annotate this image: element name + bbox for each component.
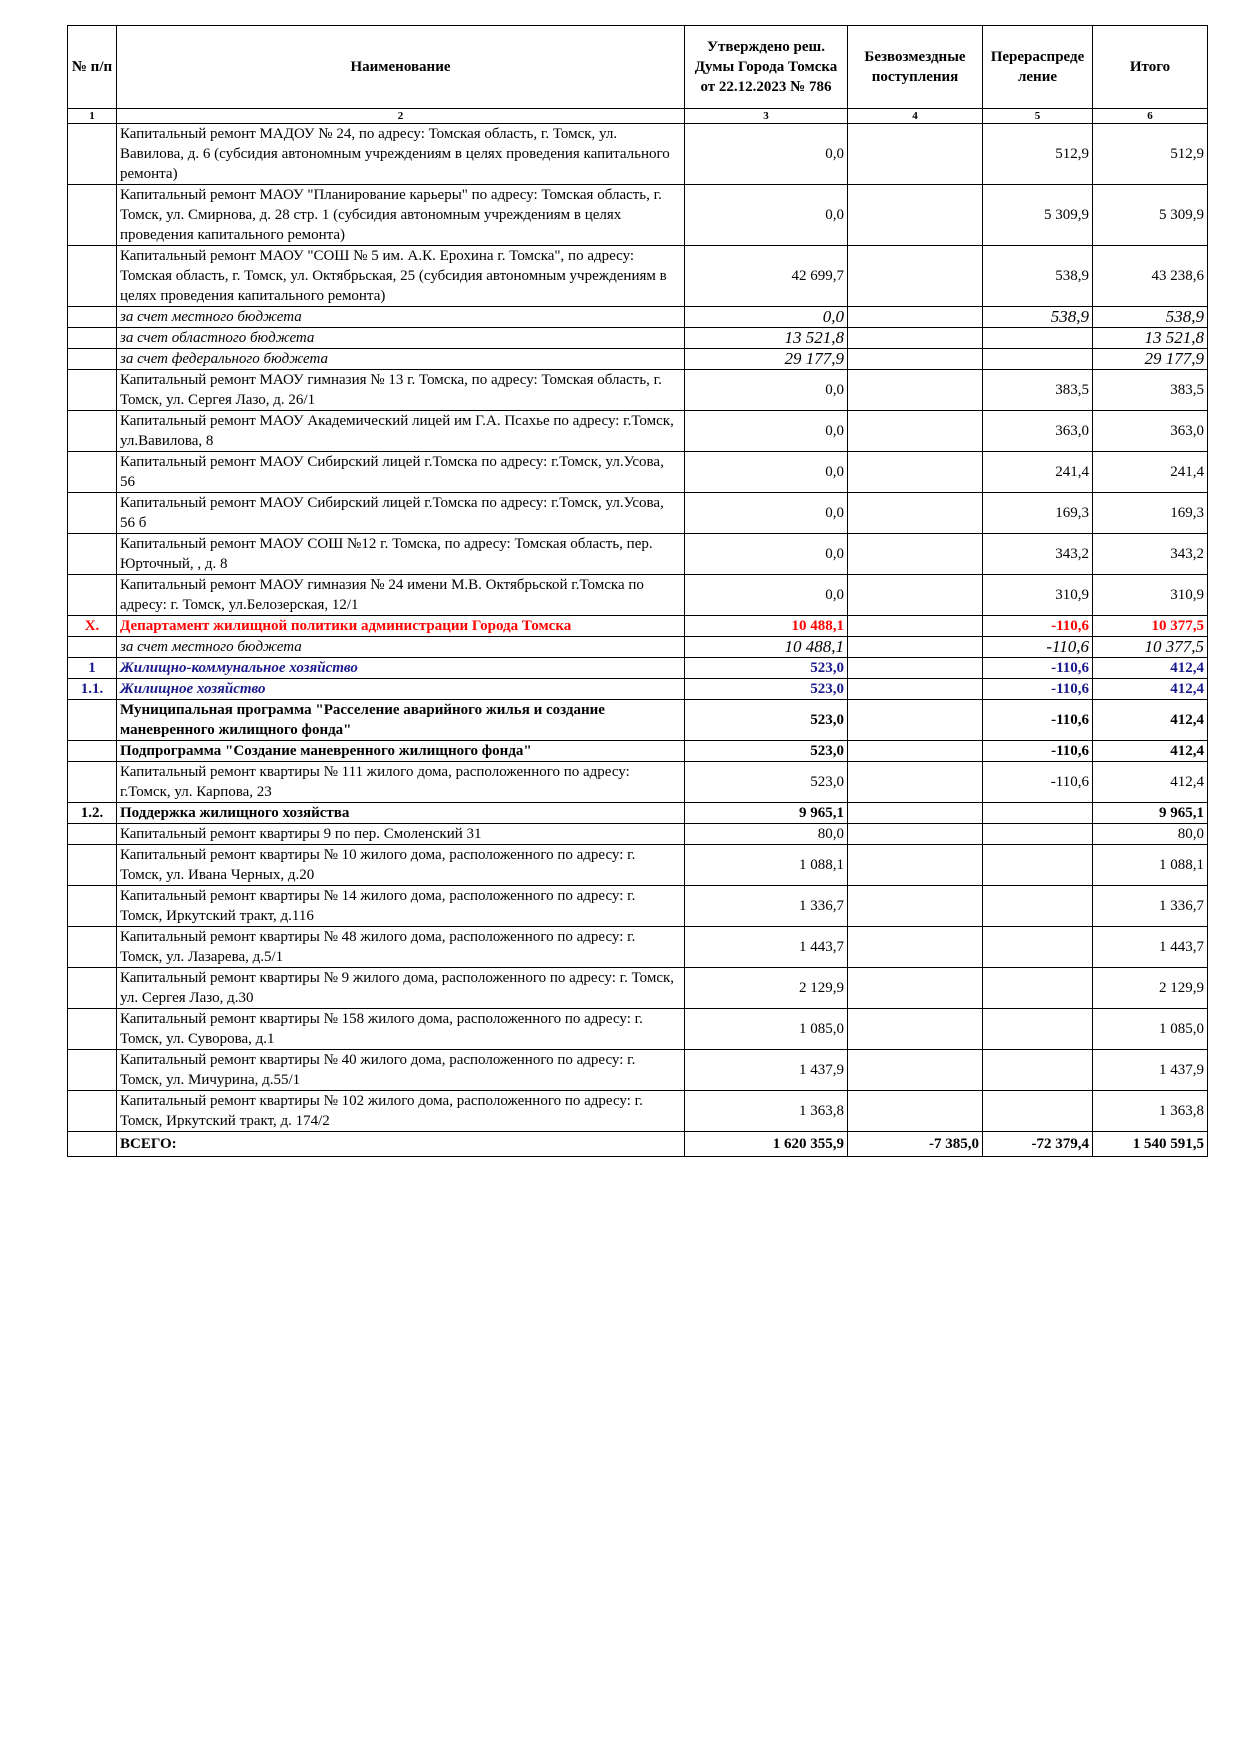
row-name: Капитальный ремонт квартиры № 10 жилого дома, расположенного по адресу: г. Томск, ул. Ивана Черных, д.20 [117,845,685,886]
value-grants [848,679,983,700]
value-total: 412,4 [1093,658,1208,679]
row-number [68,452,117,493]
table-row [68,349,1208,370]
row-number [68,328,117,349]
value-approved: 10 488,1 [685,616,848,637]
row-name: Капитальный ремонт квартиры № 158 жилого дома, расположенного по адресу: г. Томск, ул. Суворова, д.1 [117,1009,685,1050]
value-redistribution [983,927,1093,968]
value-redistribution: -72 379,4 [983,1132,1093,1157]
value-total: 43 238,6 [1093,246,1208,307]
table-row [68,452,1208,493]
value-total: 412,4 [1093,741,1208,762]
value-redistribution: 383,5 [983,370,1093,411]
value-redistribution: 538,9 [983,246,1093,307]
row-name: Капитальный ремонт МАОУ Академический лицей им Г.А. Псахье по адресу: г.Томск, ул.Вавилова, 8 [117,411,685,452]
value-redistribution [983,349,1093,370]
value-redistribution: 169,3 [983,493,1093,534]
table-row [68,328,1208,349]
value-grants [848,328,983,349]
row-name: Капитальный ремонт МАОУ гимназия № 24 имени М.В. Октябрьской г.Томска по адресу: г. Томск, ул.Белозерская, 12/1 [117,575,685,616]
header-approved: Утверждено реш. Думы Города Томска от 22.12.2023 № 786 [685,26,848,109]
value-total: 241,4 [1093,452,1208,493]
value-redistribution: -110,6 [983,658,1093,679]
value-approved: 80,0 [685,824,848,845]
value-approved: 1 437,9 [685,1050,848,1091]
value-redistribution: -110,6 [983,700,1093,741]
value-total: 1 088,1 [1093,845,1208,886]
row-number [68,637,117,658]
row-number: 1.2. [68,803,117,824]
row-name: Жилищное хозяйство [117,679,685,700]
value-approved: 523,0 [685,679,848,700]
row-name: Департамент жилищной политики администрации Города Томска [117,616,685,637]
column-index: 6 [1093,109,1208,124]
row-name: Капитальный ремонт квартиры № 9 жилого дома, расположенного по адресу: г. Томск, ул. Сергея Лазо, д.30 [117,968,685,1009]
value-total: 1 363,8 [1093,1091,1208,1132]
value-grants [848,637,983,658]
value-grants [848,803,983,824]
table-row [68,534,1208,575]
value-redistribution: 538,9 [983,307,1093,328]
row-name: Поддержка жилищного хозяйства [117,803,685,824]
row-name: за счет местного бюджета [117,637,685,658]
table-row [68,185,1208,246]
value-redistribution: -110,6 [983,616,1093,637]
value-approved: 1 620 355,9 [685,1132,848,1157]
value-grants [848,658,983,679]
row-name: Капитальный ремонт МАОУ СОШ №12 г. Томска, по адресу: Томская область, пер. Юрточный, , д. 8 [117,534,685,575]
row-name: за счет местного бюджета [117,307,685,328]
row-name: Капитальный ремонт МАОУ Сибирский лицей г.Томска по адресу: г.Томск, ул.Усова, 56 б [117,493,685,534]
value-total: 1 443,7 [1093,927,1208,968]
value-total: 80,0 [1093,824,1208,845]
table-row [68,927,1208,968]
row-number [68,886,117,927]
value-redistribution [983,1050,1093,1091]
column-index: 3 [685,109,848,124]
value-grants [848,824,983,845]
value-total: 363,0 [1093,411,1208,452]
table-row [68,1009,1208,1050]
row-name: Капитальный ремонт квартиры № 14 жилого дома, расположенного по адресу: г. Томск, Иркутский тракт, д.116 [117,886,685,927]
table-row [68,741,1208,762]
value-redistribution [983,1091,1093,1132]
row-name: Капитальный ремонт квартиры № 111 жилого дома, расположенного по адресу: г.Томск, ул. Карпова, 23 [117,762,685,803]
value-grants: -7 385,0 [848,1132,983,1157]
value-grants [848,246,983,307]
row-number [68,534,117,575]
value-grants [848,741,983,762]
value-grants [848,534,983,575]
value-total: 1 540 591,5 [1093,1132,1208,1157]
row-number [68,124,117,185]
value-total: 412,4 [1093,700,1208,741]
table-row [68,700,1208,741]
value-approved: 523,0 [685,741,848,762]
value-grants [848,349,983,370]
value-grants [848,1050,983,1091]
header-grants: Безвозмездные поступления [848,26,983,109]
value-total: 310,9 [1093,575,1208,616]
value-redistribution [983,968,1093,1009]
header-total: Итого [1093,26,1208,109]
value-approved: 42 699,7 [685,246,848,307]
value-approved: 10 488,1 [685,637,848,658]
value-grants [848,845,983,886]
value-total: 538,9 [1093,307,1208,328]
value-redistribution: 310,9 [983,575,1093,616]
value-approved: 523,0 [685,658,848,679]
row-name: Капитальный ремонт МАОУ "СОШ № 5 им. А.К. Ерохина г. Томска", по адресу: Томская область, г. Томск, ул. Октябрьская, 25 (субсидия автономным учреждениям в целях проведения капитального ремонта) [117,246,685,307]
row-number [68,1050,117,1091]
row-number [68,307,117,328]
value-redistribution: 241,4 [983,452,1093,493]
value-approved: 0,0 [685,185,848,246]
row-number [68,349,117,370]
value-approved: 29 177,9 [685,349,848,370]
value-redistribution: 5 309,9 [983,185,1093,246]
value-redistribution [983,803,1093,824]
row-name: Капитальный ремонт МАОУ гимназия № 13 г. Томска, по адресу: Томская область, г. Томск, ул. Сергея Лазо, д. 26/1 [117,370,685,411]
value-approved: 0,0 [685,370,848,411]
row-number [68,845,117,886]
row-name: Подпрограмма "Создание маневренного жилищного фонда" [117,741,685,762]
value-grants [848,927,983,968]
row-number [68,411,117,452]
row-name: за счет областного бюджета [117,328,685,349]
row-number [68,370,117,411]
row-number: X. [68,616,117,637]
value-total: 9 965,1 [1093,803,1208,824]
header-redistribution: Перераспреде ление [983,26,1093,109]
row-number [68,493,117,534]
value-grants [848,370,983,411]
row-name: Капитальный ремонт квартиры № 102 жилого дома, расположенного по адресу: г. Томск, Иркутский тракт, д. 174/2 [117,1091,685,1132]
value-grants [848,124,983,185]
table-row [68,968,1208,1009]
value-total: 169,3 [1093,493,1208,534]
value-total: 512,9 [1093,124,1208,185]
value-grants [848,493,983,534]
value-grants [848,616,983,637]
value-redistribution [983,1009,1093,1050]
row-number [68,246,117,307]
value-approved: 1 085,0 [685,1009,848,1050]
value-grants [848,968,983,1009]
value-total: 5 309,9 [1093,185,1208,246]
value-approved: 523,0 [685,762,848,803]
budget-table [67,25,1208,1157]
column-index: 2 [117,109,685,124]
table-row [68,411,1208,452]
value-redistribution: 512,9 [983,124,1093,185]
value-approved: 0,0 [685,493,848,534]
row-number [68,1091,117,1132]
table-row [68,575,1208,616]
value-redistribution: -110,6 [983,637,1093,658]
value-total: 10 377,5 [1093,616,1208,637]
value-total: 383,5 [1093,370,1208,411]
value-grants [848,307,983,328]
value-total: 29 177,9 [1093,349,1208,370]
value-redistribution: -110,6 [983,762,1093,803]
value-approved: 13 521,8 [685,328,848,349]
row-name: Капитальный ремонт МАОУ Сибирский лицей г.Томска по адресу: г.Томск, ул.Усова, 56 [117,452,685,493]
row-number [68,1009,117,1050]
row-name: Жилищно-коммунальное хозяйство [117,658,685,679]
value-approved: 0,0 [685,307,848,328]
value-grants [848,185,983,246]
value-total: 1 336,7 [1093,886,1208,927]
value-total: 412,4 [1093,762,1208,803]
row-name: за счет федерального бюджета [117,349,685,370]
row-number [68,741,117,762]
row-number [68,824,117,845]
value-approved: 0,0 [685,534,848,575]
value-approved: 1 363,8 [685,1091,848,1132]
value-redistribution: -110,6 [983,679,1093,700]
value-redistribution [983,824,1093,845]
value-approved: 0,0 [685,411,848,452]
value-grants [848,700,983,741]
row-number [68,700,117,741]
value-total: 13 521,8 [1093,328,1208,349]
table-row [68,762,1208,803]
value-grants [848,575,983,616]
table-row [68,803,1208,824]
row-name: Капитальный ремонт МАОУ "Планирование карьеры" по адресу: Томская область, г. Томск, ул. Смирнова, д. 28 стр. 1 (субсидия автономным учреждениям в целях проведения капитального ремонта) [117,185,685,246]
value-grants [848,762,983,803]
row-number [68,185,117,246]
column-index-row [68,109,1208,124]
table-row [68,124,1208,185]
value-approved: 1 443,7 [685,927,848,968]
value-redistribution [983,845,1093,886]
table-row [68,493,1208,534]
row-number [68,927,117,968]
row-name: Капитальный ремонт квартиры № 40 жилого дома, расположенного по адресу: г. Томск, ул. Мичурина, д.55/1 [117,1050,685,1091]
value-total: 2 129,9 [1093,968,1208,1009]
table-row [68,658,1208,679]
value-grants [848,1009,983,1050]
row-number: 1 [68,658,117,679]
value-redistribution: 343,2 [983,534,1093,575]
table-row [68,246,1208,307]
header-num: № п/п [68,26,117,109]
value-approved: 523,0 [685,700,848,741]
table-row [68,679,1208,700]
table-row [68,845,1208,886]
row-number [68,575,117,616]
table-row [68,824,1208,845]
value-redistribution [983,886,1093,927]
table-row [68,1050,1208,1091]
table-row [68,886,1208,927]
value-total: 1 085,0 [1093,1009,1208,1050]
value-approved: 1 336,7 [685,886,848,927]
column-index: 4 [848,109,983,124]
table-row [68,307,1208,328]
value-redistribution [983,328,1093,349]
table-row [68,616,1208,637]
column-index: 1 [68,109,117,124]
value-redistribution: -110,6 [983,741,1093,762]
row-number [68,968,117,1009]
header-row [68,26,1208,109]
table-row [68,637,1208,658]
row-name: Капитальный ремонт квартиры № 48 жилого дома, расположенного по адресу: г. Томск, ул. Лазарева, д.5/1 [117,927,685,968]
row-name: Капитальный ремонт МАДОУ № 24, по адресу: Томская область, г. Томск, ул. Вавилова, д. 6 (субсидия автономным учреждениям в целях проведения капитального ремонта) [117,124,685,185]
column-index: 5 [983,109,1093,124]
value-grants [848,1091,983,1132]
value-total: 412,4 [1093,679,1208,700]
value-total: 10 377,5 [1093,637,1208,658]
value-grants [848,886,983,927]
row-number [68,1132,117,1157]
value-redistribution: 363,0 [983,411,1093,452]
table-row [68,1132,1208,1157]
row-name: Муниципальная программа "Расселение аварийного жилья и создание маневренного жилищного фонда" [117,700,685,741]
value-approved: 0,0 [685,575,848,616]
table-row [68,1091,1208,1132]
value-total: 343,2 [1093,534,1208,575]
table-row [68,370,1208,411]
row-number [68,762,117,803]
value-approved: 9 965,1 [685,803,848,824]
value-approved: 0,0 [685,452,848,493]
value-approved: 2 129,9 [685,968,848,1009]
value-total: 1 437,9 [1093,1050,1208,1091]
row-name: Капитальный ремонт квартиры 9 по пер. Смоленский 31 [117,824,685,845]
value-approved: 1 088,1 [685,845,848,886]
row-name: ВСЕГО: [117,1132,685,1157]
value-grants [848,452,983,493]
value-approved: 0,0 [685,124,848,185]
header-name: Наименование [117,26,685,109]
row-number: 1.1. [68,679,117,700]
value-grants [848,411,983,452]
